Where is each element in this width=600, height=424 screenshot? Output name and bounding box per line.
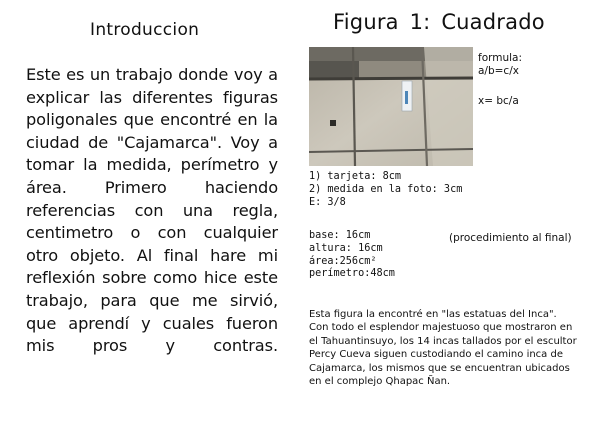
intro-paragraph: Este es un trabajo donde voy a explicar las diferentes figuras poligonales que encontré en la ciudad de "Cajamarca". Voy a tomar la medida, perímetro y área. Primero haciendo referencias con una regla, centimetro o con cualquier otro objeto. Al final hare mi reflexión sobre como hice este trabajo, para que me sirvió, que aprendí y cuales fueron mis pros y contras. — [26, 65, 278, 356]
measure-base: base: 16cm — [309, 230, 371, 241]
figure-title: Figura 1: Cuadrado — [333, 10, 545, 34]
formula-label: formula: — [478, 52, 523, 64]
formula-block — [478, 52, 522, 108]
procedure-note: (procedimiento al final) — [449, 232, 572, 244]
measure-perimeter: perímetro:48cm — [309, 268, 395, 280]
step-scale: E: 3/8 — [309, 196, 346, 208]
formula-solution: x= bc/a — [478, 95, 519, 107]
measure-height: altura: 16cm — [309, 242, 383, 254]
measure-area: área:256cm² — [309, 255, 377, 267]
step-card: 1) tarjeta: 8cm — [309, 171, 402, 182]
step-photo-measure: 2) medida en la foto: 3cm — [309, 183, 463, 195]
measures-list — [309, 230, 395, 281]
formula-ratio: a/b=c/x — [478, 65, 519, 77]
measurement-steps — [309, 171, 462, 209]
square-tile-photo-graphic — [309, 47, 473, 166]
figure-description: Esta figura la encontré en "las estatuas del Inca". Con todo el esplendor majestuoso que mostraron en el Tahuantinsuyo, los 14 incas tallados por el escultor Percy Cueva siguen custodiando el camino inca de Cajamarca, los mismos que se encuentran ubicados en el complejo Qhapac Ñan. — [309, 309, 577, 388]
intro-heading: Introduccion — [90, 20, 200, 40]
square-tile-photo — [309, 47, 473, 166]
